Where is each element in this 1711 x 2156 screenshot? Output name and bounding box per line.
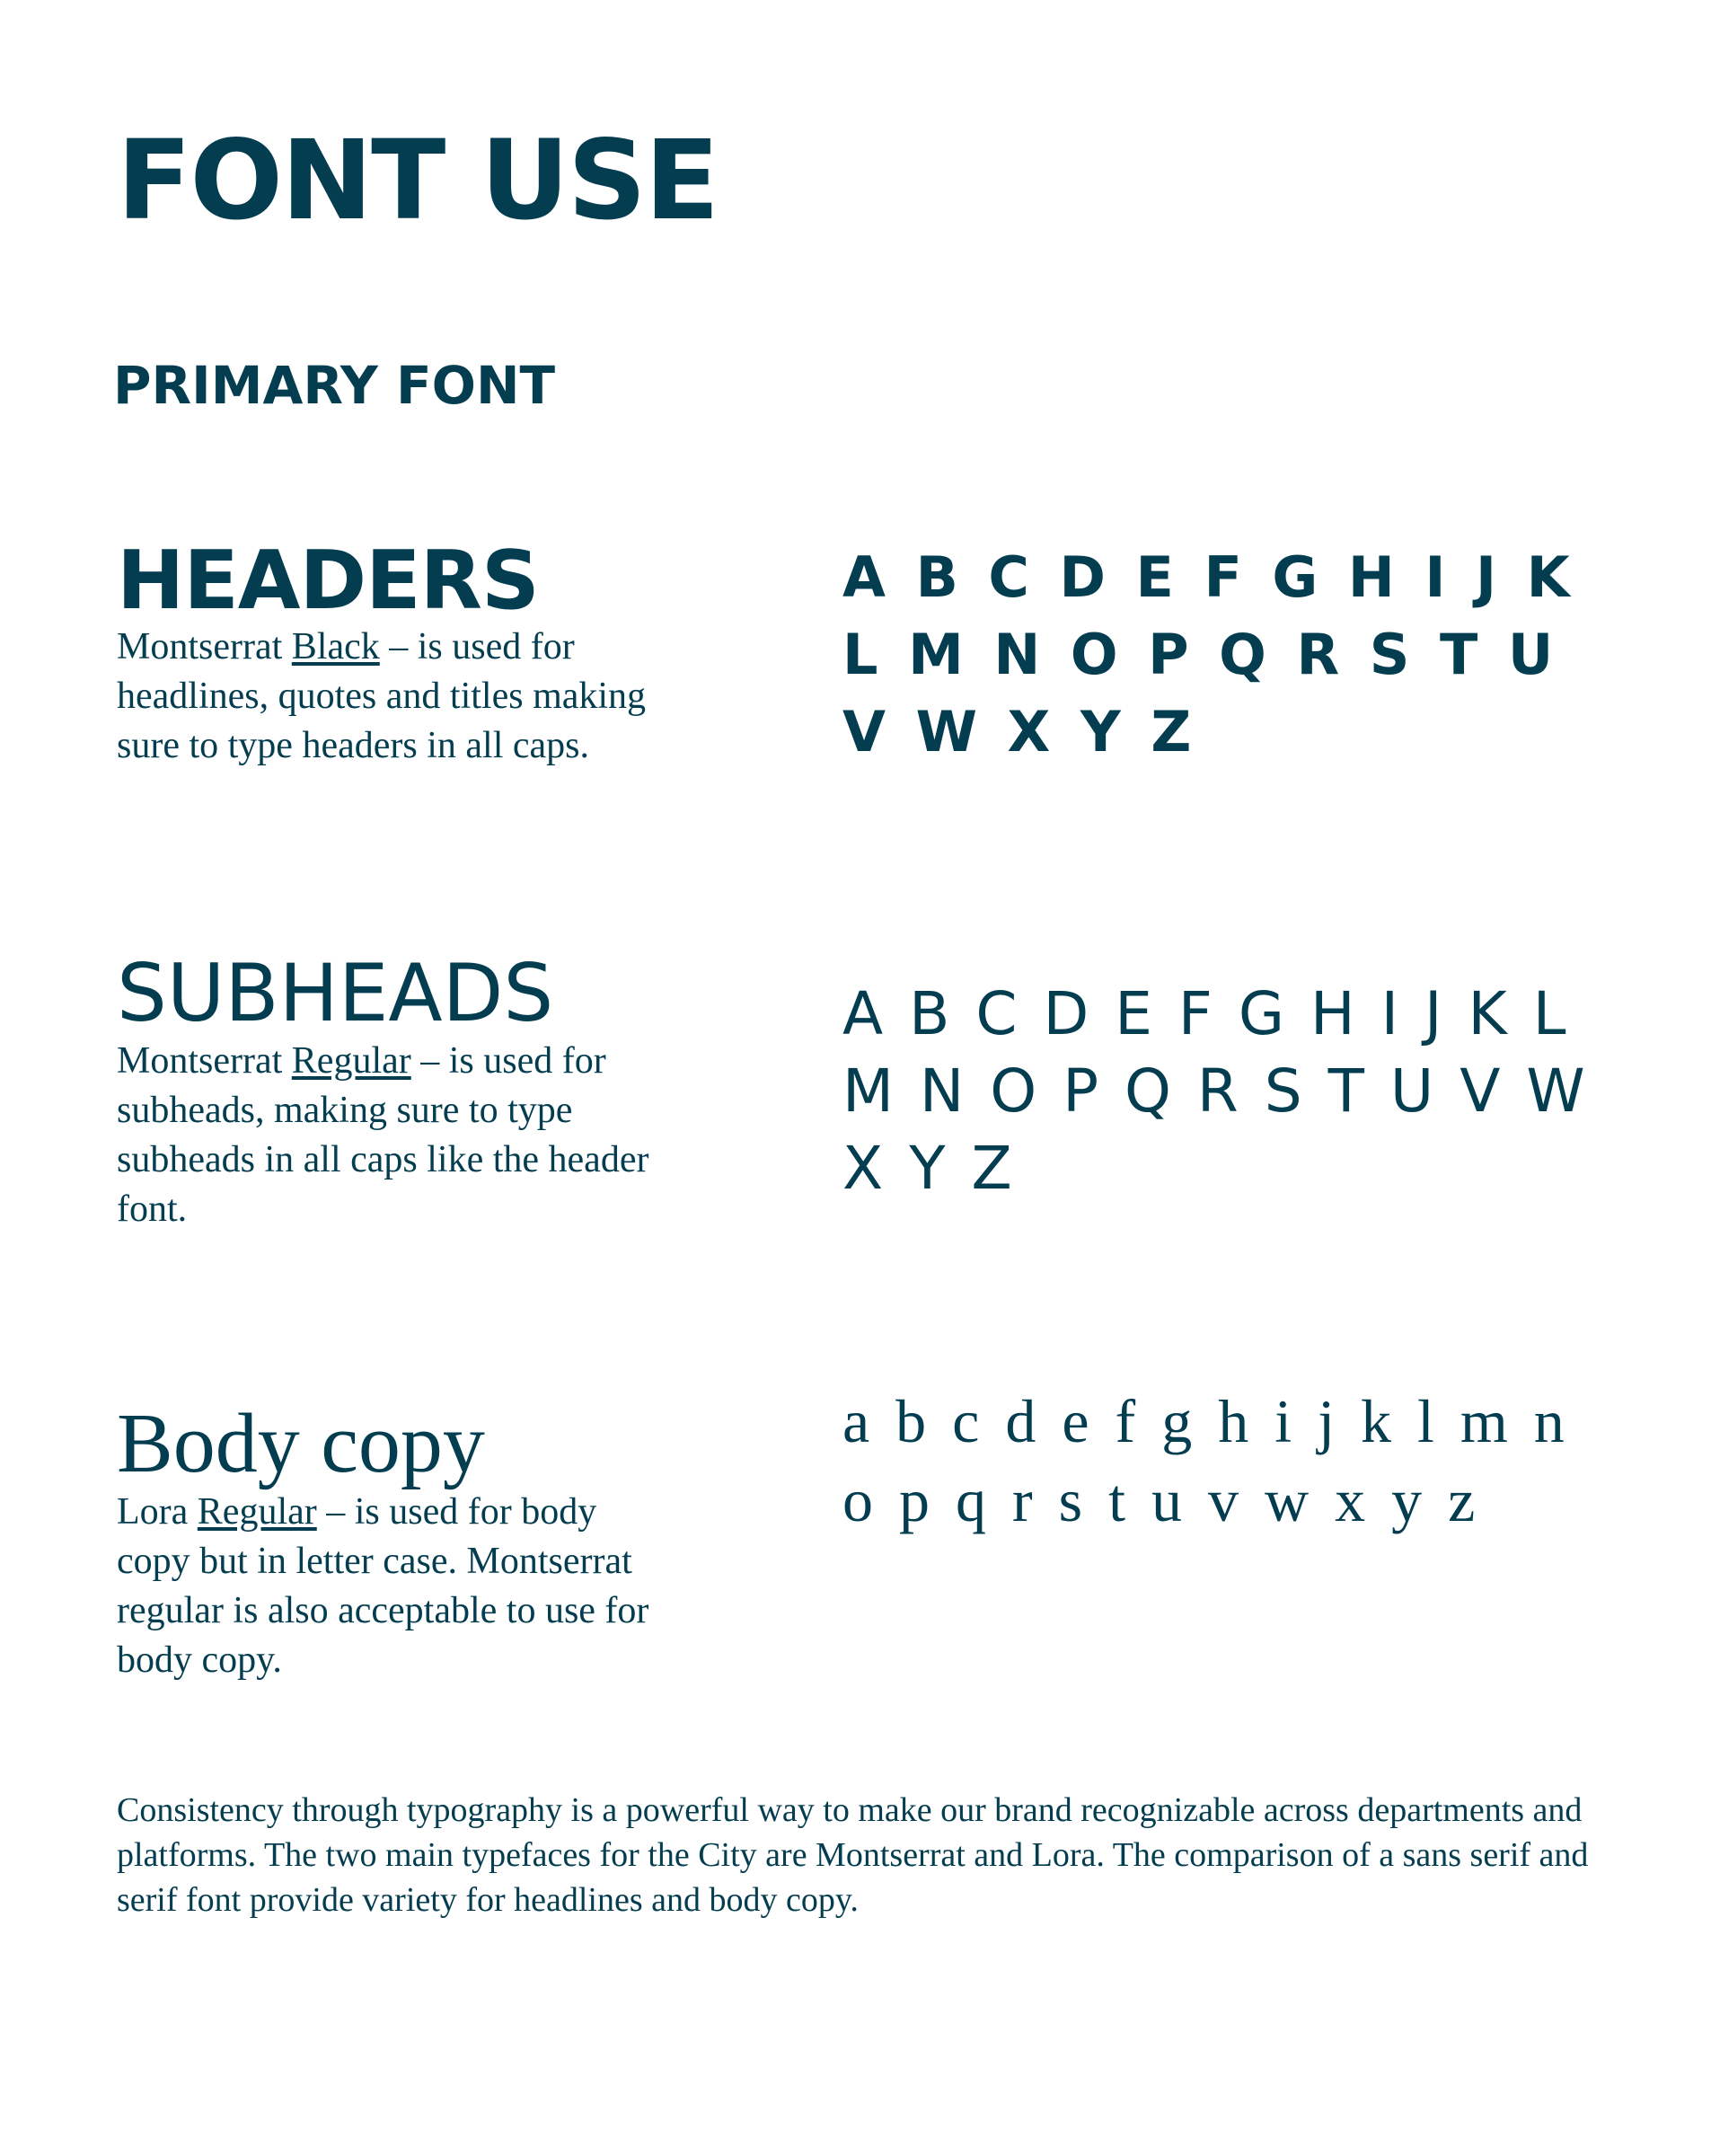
subheads-usage-text: – is used for subheads, making sure to type subheads in all caps like the header font.	[117, 1040, 649, 1230]
headers-alphabet-line: V W X Y Z	[842, 699, 1197, 764]
subheads-alphabet-line: M N O P Q R S T U V W	[842, 1056, 1589, 1126]
page-title: FONT USE	[117, 117, 719, 244]
body-copy-alphabet	[842, 1382, 1651, 1540]
headers-alphabet	[842, 539, 1651, 771]
subheads-alphabet	[842, 976, 1651, 1207]
subheads-alphabet-line: A B C D E F G H I J K L	[842, 979, 1570, 1048]
subheads-font-name: Montserrat	[117, 1040, 292, 1082]
body-copy-weight: Regular	[197, 1491, 317, 1533]
headers-description	[117, 623, 674, 771]
body-copy-font-name: Lora	[117, 1491, 198, 1533]
subheads-description	[117, 1037, 674, 1234]
subheads-alphabet-line: X Y Z	[842, 1134, 1016, 1203]
body-copy-description	[117, 1488, 656, 1685]
headers-font-name: Montserrat	[117, 626, 292, 667]
body-copy-alphabet-line: o p q r s t u v w x y z	[842, 1466, 1481, 1534]
headers-alphabet-line: L M N O P Q R S T U	[842, 622, 1559, 687]
body-copy-usage-text: – is used for body copy but in letter case. Montserrat regular is also acceptable to use for body copy.	[117, 1491, 649, 1681]
summary-paragraph: Consistency through typography is a powerful way to make our brand recognizable across departments and platforms. The two main typefaces for the City are Montserrat and Lora. The comparison of a sans serif and serif font provide variety for headlines and body copy.	[117, 1791, 1589, 1919]
headers-alphabet-line: A B C D E F G H I J K	[842, 544, 1575, 610]
subheads-title: SUBHEADS	[117, 947, 554, 1039]
headers-weight: Black	[291, 626, 380, 667]
subheads-weight: Regular	[291, 1040, 411, 1082]
body-copy-title: Body copy	[117, 1397, 485, 1490]
headers-usage-text: – is used for headlines, quotes and titles making sure to type headers in all caps.	[117, 626, 647, 766]
section-title: PRIMARY FONT	[113, 355, 556, 416]
body-copy-alphabet-line: a b c d e f g h i j k l m n	[842, 1387, 1570, 1455]
headers-title: HEADERS	[117, 534, 539, 628]
